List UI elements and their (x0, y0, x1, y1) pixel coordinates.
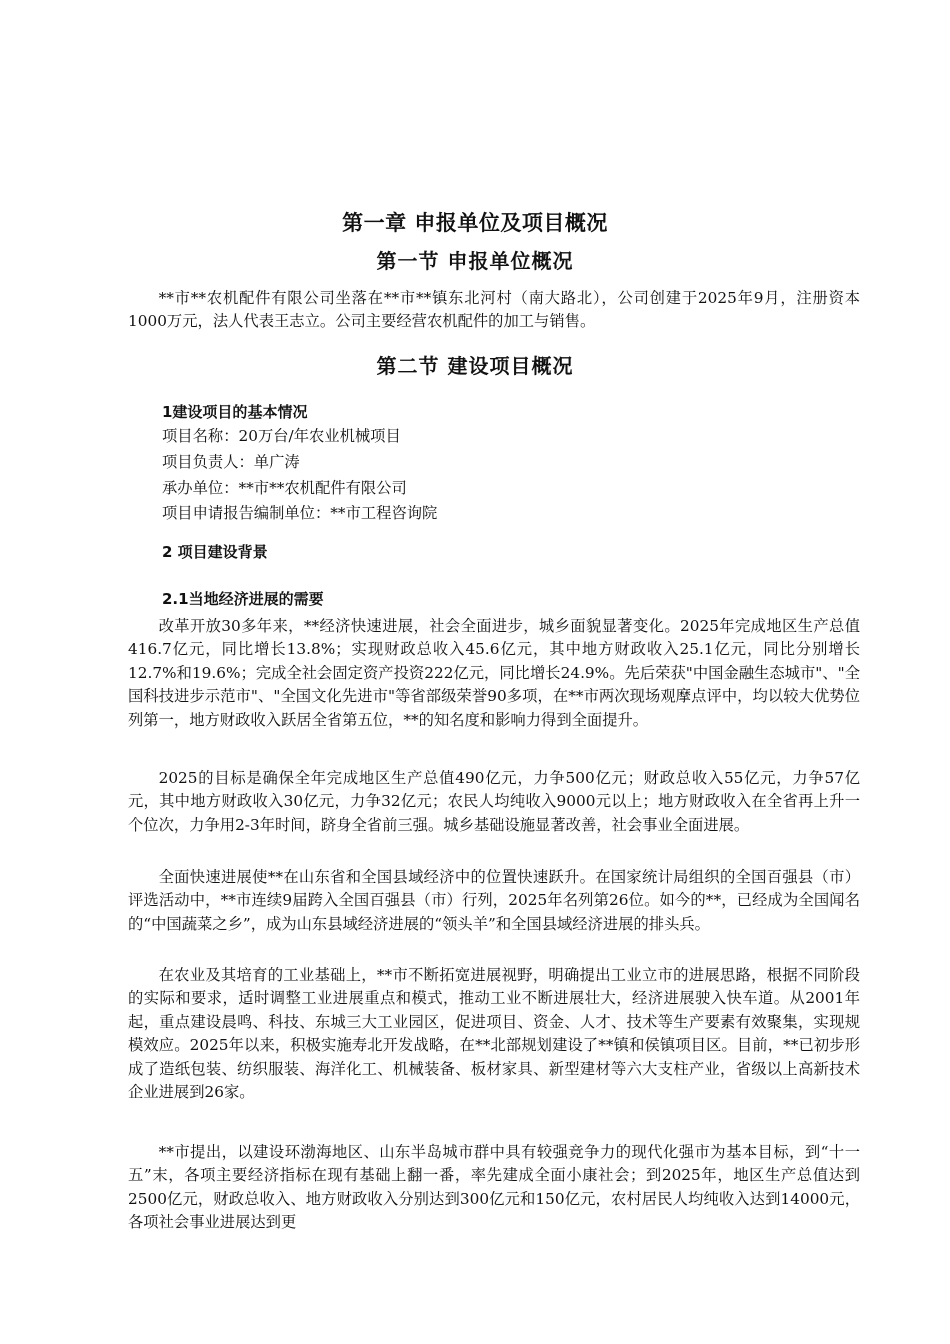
project-leader-item: 项目负责人：单广涛 (162, 453, 300, 471)
body-paragraph-4: 在农业及其培育的工业基础上，**市不断拓宽进展视野，明确提出工业立市的进展思路，根据不同阶段的实际和要求，适时调整工业进展重点和模式，推动工业不断进展壮大，经济进展驶入快车道。从2001年起，重点建设晨鸣、科技、东城三大工业园区，促进项目、资金、人才、技术等生产要素有效聚集，实现规模效应。2025年以来，积极实施寿北开发战略，在**北部规划建设了**镇和侯镇项目区。目前，**已初步形成了造纸包装、纺织服装、海洋化工、机械装备、板材家具、新型建材等六大支柱产业，省级以上高新技术企业进展到26家。 (128, 966, 860, 1102)
report-compiler-item: 项目申请报告编制单位：**市工程咨询院 (162, 504, 438, 522)
economy-heading: 2.1当地经济进展的需要 (162, 590, 324, 608)
body-paragraph-5: **市提出，以建设环渤海地区、山东半岛城市群中具有较强竞争力的现代化强市为基本目标，到“十一五”末，各项主要经济指标在现有基础上翻一番，率先建成全面小康社会；到2025年，地区生产总值达到2500亿元，财政总收入、地方财政收入分别达到300亿元和150亿元，农村居民人均纯收入达到14000元，各项社会事业进展达到更 (128, 1143, 860, 1232)
section-title-applicant: 第一节 申报单位概况 (376, 249, 574, 273)
section-title-project: 第二节 建设项目概况 (376, 354, 574, 378)
background-heading: 2 项目建设背景 (162, 543, 268, 561)
applicant-paragraph: **市**农机配件有限公司坐落在**市**镇东北河村（南大路北），公司创建于2025年9月，注册资本1000万元，法人代表王志立。公司主要经营农机配件的加工与销售。 (128, 289, 860, 331)
body-paragraph-3: 全面快速进展使**在山东省和全国县域经济中的位置快速跃升。在国家统计局组织的全国百强县（市）评选活动中，**市连续9届跨入全国百强县（市）行列，2025年名列第26位。如今的**，已经成为全国闻名的“中国蔬菜之乡”，成为山东县域经济进展的“领头羊”和全国县域经济进展的排头兵。 (128, 868, 860, 933)
chapter-title: 第一章 申报单位及项目概况 (342, 211, 608, 235)
body-paragraph-1: 改革开放30多年来，**经济快速进展，社会全面进步，城乡面貌显著变化。2025年完成地区生产总值416.7亿元，同比增长13.8%；实现财政总收入45.6亿元，其中地方财政收入25.1亿元，同比分别增长12.7%和19.6%；完成全社会固定资产投资222亿元，同比增长24.9%。先后荣获"中国金融生态城市"、"全国科技进步示范市"、"全国文化先进市"等省部级荣誉90多项，在**市两次现场观摩点评中，均以较大优势位列第一，地方财政收入跃居全省第五位，**的知名度和影响力得到全面提升。 (128, 617, 860, 729)
project-name-item: 项目名称：20万台/年农业机械项目 (162, 427, 401, 445)
body-paragraph-2: 2025的目标是确保全年完成地区生产总值490亿元，力争500亿元；财政总收入55亿元，力争57亿元，其中地方财政收入30亿元，力争32亿元；农民人均纯收入9000元以上；地方财政收入在全省再上升一个位次，力争用2-3年时间，跻身全省前三强。城乡基础设施显著改善，社会事业全面进展。 (128, 769, 860, 834)
basic-info-heading: 1建设项目的基本情况 (162, 403, 308, 421)
host-unit-item: 承办单位：**市**农机配件有限公司 (162, 479, 407, 497)
